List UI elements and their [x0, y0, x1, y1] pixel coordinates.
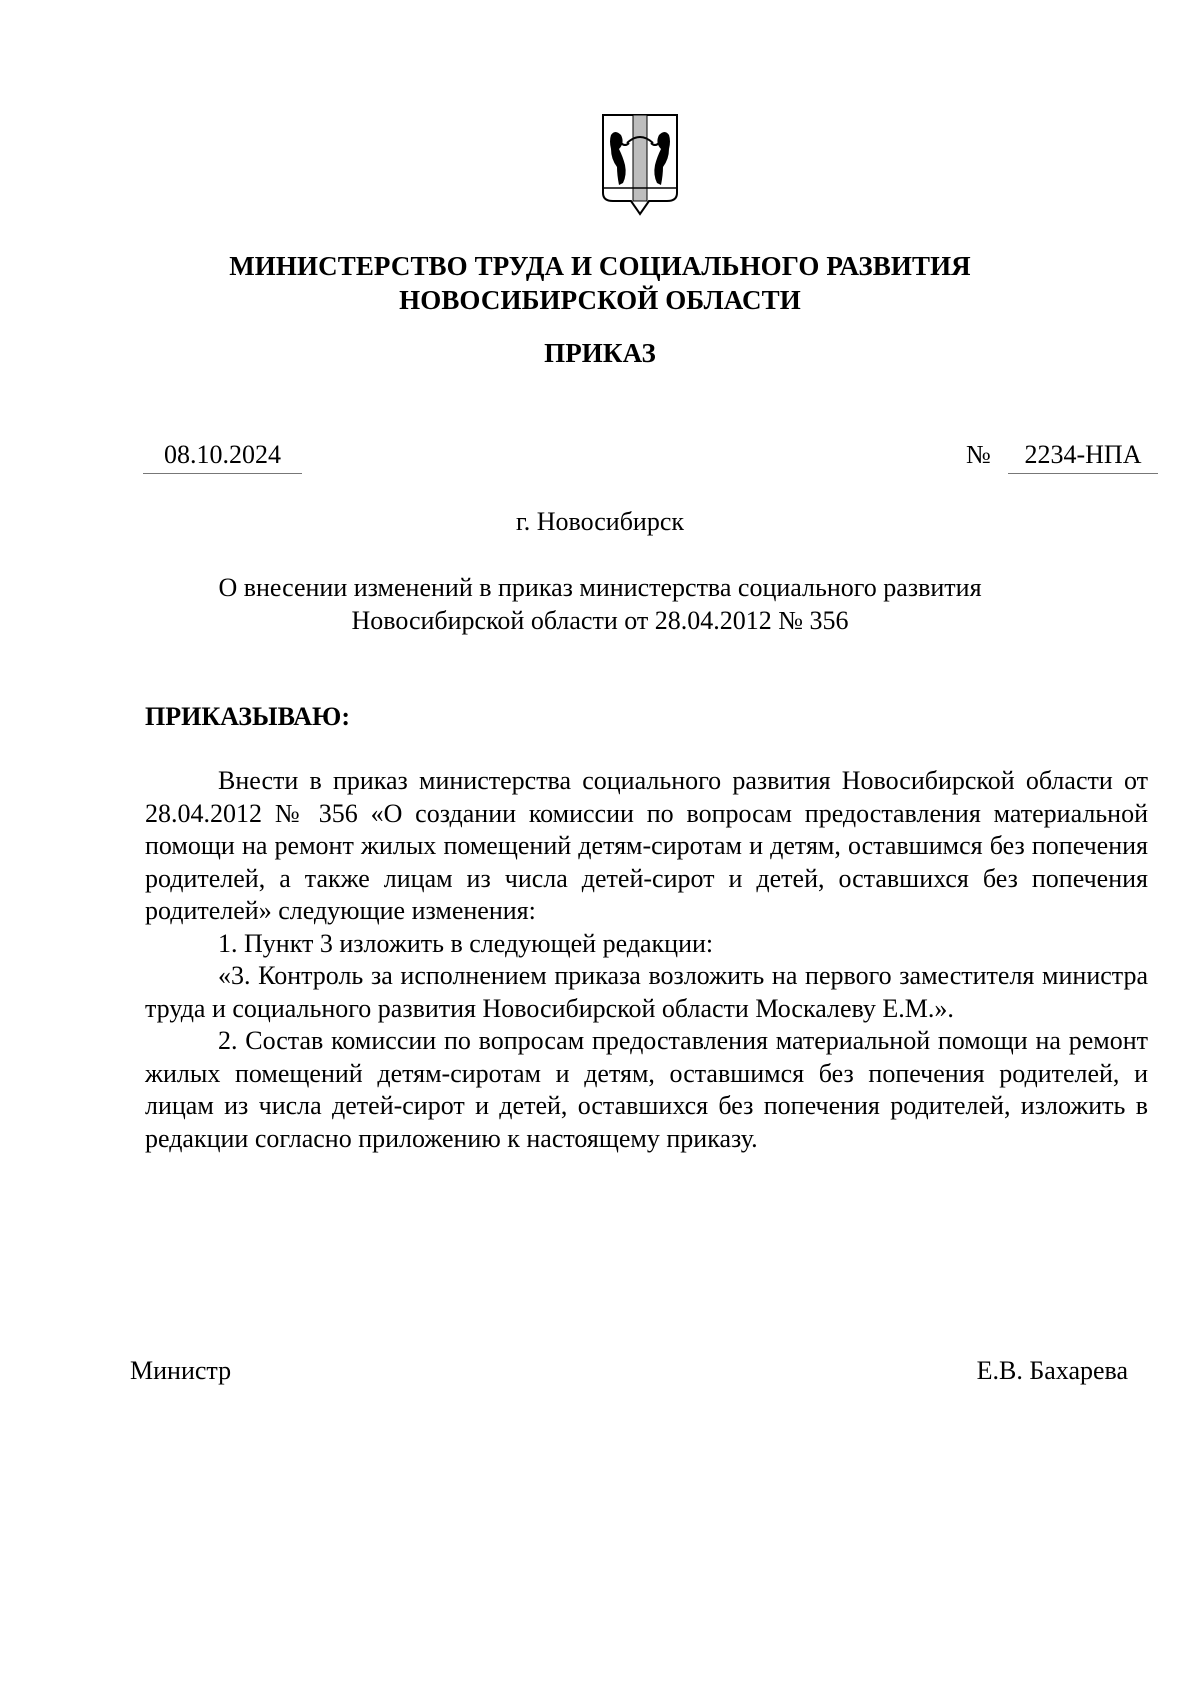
ministry-name-line1: МИНИСТЕРСТВО ТРУДА И СОЦИАЛЬНОГО РАЗВИТИЯ: [229, 251, 971, 281]
document-title-line2: Новосибирской области от 28.04.2012 № 356: [351, 606, 849, 635]
body-paragraph-item2: 2. Состав комиссии по вопросам предоставления материальной помощи на ремонт жилых помещений детям-сиротам и детям, оставшимся без попечения родителей, и лицам из числа детей-сирот и детей, оставшихся без попечения родителей, изложить в редакции согласно приложению к настоящему приказу.: [145, 1026, 1148, 1153]
document-title-line1: О внесении изменений в приказ министерства социального развития: [218, 573, 982, 602]
document-body: [145, 765, 1148, 1155]
coat-of-arms-icon: [601, 113, 679, 216]
number-sign: №: [966, 440, 991, 469]
body-paragraph-item1-text: «3. Контроль за исполнением приказа возложить на первого заместителя министра труда и социального развития Новосибирской области Москалеву Е.М.».: [145, 961, 1148, 1023]
city: г. Новосибирск: [515, 507, 685, 536]
document-date: 08.10.2024: [143, 440, 302, 474]
document-number: 2234-НПА: [1008, 440, 1158, 474]
signatory-name: Е.В. Бахарева: [976, 1356, 1128, 1385]
ministry-name-line2: НОВОСИБИРСКОЙ ОБЛАСТИ: [399, 285, 801, 315]
body-paragraph-intro: Внести в приказ министерства социального развития Новосибирской области от 28.04.2012 № 356 «О создании комиссии по вопросам предоставления материальной помощи на ремонт жилых помещений детям-сиротам и детям, оставшимся без попечения родителей, а также лицам из числа детей-сирот и детей, оставшихся без попечения родителей» следующие изменения:: [145, 766, 1148, 925]
body-paragraph-item1: 1. Пункт 3 изложить в следующей редакции:: [218, 928, 714, 958]
document-title: [0, 571, 1200, 637]
order-word: ПРИКАЗЫВАЮ:: [145, 702, 350, 731]
signatory-role: Министр: [130, 1356, 232, 1385]
document-type: ПРИКАЗ: [544, 338, 656, 368]
